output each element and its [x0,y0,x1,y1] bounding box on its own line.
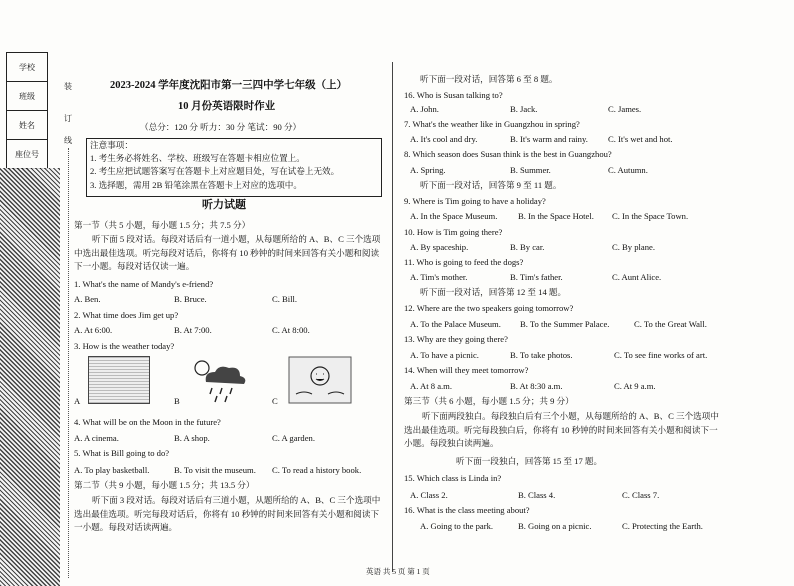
option-b: B. Bruce. [174,294,207,304]
option-c: C. It's wet and hot. [608,134,673,144]
exam-subtitle: 10 月份英语限时作业 [178,101,276,112]
question-text: 16. What is the class meeting about? [404,505,530,515]
option-b: B. Class 4. [518,490,556,500]
hatched-binding-area [0,168,60,586]
option-c: C. By plane. [612,242,655,252]
sunny-windy-weather-icon [288,356,352,404]
option-b: B. Going on a picnic. [518,521,592,531]
rainy-weather-icon [188,356,254,406]
name-field: 姓名 [7,111,48,140]
option-c: C. Aunt Alice. [612,272,662,282]
part1-instructions: 听下面 5 段对话。每段对话后有一道小题，从每题所给的 A、B、C 三个选项中选出最佳选项。听完每段对话后，你将有 10 秒钟的时间来回答有关小题和阅读下一小题。每段对话仅读一遍。 [74,234,381,271]
option-a: A. Ben. [74,294,101,304]
seal-char: 线 [64,136,72,145]
part2-instructions: 听下面 3 段对话。每段对话后有三道小题，从题所给的 A、B、C 三个选项中选出最佳选项。听完每段对话后，你将有 10 秒钟的时间来回答有关小题和阅读下一小题。每段对话读两遍。 [74,495,381,532]
option-a: A. Spring. [410,165,446,175]
seal-dotted-line [68,148,69,578]
question-text: 7. What's the weather like in Guangzhou in spring? [404,119,580,129]
option-c: C. To see fine works of art. [614,350,708,360]
question-text: 13. Why are they going there? [404,334,508,344]
notice-item: 2. 考生应把试题答案写在答题卡上对应题目处，写在试卷上无效。 [90,166,340,176]
option-c: C. Bill. [272,294,298,304]
monologue-instruction: 听下面一段独白，回答第 15 至 17 题。 [456,456,603,466]
option-a: A. A cinema. [74,433,119,443]
question-text: 11. Who is going to feed the dogs? [404,257,524,267]
part1-heading: 第一节（共 5 小题，每小题 1.5 分；共 7.5 分） [74,220,251,230]
option-a: A. To have a picnic. [410,350,479,360]
question-text: 8. Which season does Susan think is the best in Guangzhou? [404,149,612,159]
option-a: A. Going to the park. [420,521,494,531]
listening-title: 听力试题 [202,199,246,211]
option-a: A. It's cool and dry. [410,134,478,144]
option-b: B. Jack. [510,104,538,114]
seal-char: 订 [64,114,72,123]
school-field: 学校 [7,53,48,82]
option-c: C. In the Space Town. [612,211,689,221]
option-b: B. By car. [510,242,545,252]
option-a: A. By spaceship. [410,242,469,252]
option-a: A. At 8 a.m. [410,381,453,391]
option-a: A. In the Space Museum. [410,211,498,221]
dialog-instruction: 听下面一段对话，回答第 12 至 14 题。 [420,287,567,297]
page-footer: 英语 共 5 页 第 1 页 [366,567,430,576]
option-c: C. Autumn. [608,165,648,175]
option-b: B. At 8:30 a.m. [510,381,563,391]
part2-heading: 第二节（共 9 小题，每小题 1.5 分；共 13.5 分） [74,480,255,490]
option-c: C [272,396,278,406]
question-text: 2. What time does Jim get up? [74,310,179,320]
question-text: 15. Which class is Linda in? [404,473,502,483]
option-b: B. In the Space Hotel. [518,211,594,221]
option-a: A. Class 2. [410,490,448,500]
class-field: 班级 [7,82,48,111]
option-b: B. To visit the museum. [174,465,256,475]
dialog-instruction: 听下面一段对话，回答第 9 至 11 题。 [420,180,562,190]
option-c: C. To the Great Wall. [634,319,707,329]
question-text: 5. What is Bill going to do? [74,448,170,458]
option-c: C. Class 7. [622,490,660,500]
question-text: 4. What will be on the Moon in the future? [74,417,221,427]
part3-heading: 第三节（共 6 小题，每小题 1.5 分；共 9 分） [404,396,574,406]
option-b: B. To the Summer Palace. [520,319,610,329]
seat-number-field: 座位号 [7,140,48,169]
option-a: A. Tim's mother. [410,272,468,282]
option-b: B. A shop. [174,433,210,443]
question-text: 3. How is the weather today? [74,341,175,351]
option-b: B. Tim's father. [510,272,563,282]
option-b: B [174,396,180,406]
notice-heading: 注意事项： [90,140,133,150]
notice-item: 3. 选择题，需用 2B 铅笔涂黑在答题卡上对应的选项中。 [90,180,302,190]
question-text: 12. Where are the two speakers going tomorrow? [404,303,574,313]
option-c: C. At 9 a.m. [614,381,656,391]
seal-char: 装 [64,82,72,91]
option-c: C. James. [608,104,642,114]
exam-title: 2023-2024 学年度沈阳市第一三四中学七年级（上） [110,80,348,91]
option-c: C. A garden. [272,433,315,443]
dialog-instruction: 听下面一段对话，回答第 6 至 8 题。 [420,74,558,84]
option-a: A. To the Palace Museum. [410,319,501,329]
question-text: 16. Who is Susan talking to? [404,90,503,100]
option-a: A. John. [410,104,439,114]
question-text: 10. How is Tim going there? [404,227,503,237]
seal-line-label [64,80,74,148]
option-c: C. To read a history book. [272,465,362,475]
option-b: B. It's warm and rainy. [510,134,588,144]
option-c: C. Protecting the Earth. [622,521,703,531]
score-info: （总分：120 分 听力：30 分 笔试：90 分） [140,122,302,132]
option-c: C. At 8:00. [272,325,310,335]
option-a: A. At 6:00. [74,325,113,335]
student-info-table [6,52,48,169]
option-a: A [74,396,81,406]
question-text: 9. Where is Tim going to have a holiday? [404,196,546,206]
column-divider [392,62,393,572]
part3-instructions: 听下面两段独白。每段独白后有三个小题，从每题所给的 A、B、C 三个选项中选出最佳选项。听完每段独白后，你将有 10 秒钟的时间来回答有关小题和阅读下一小题。每段独白读两遍。 [404,411,719,448]
option-a: A. To play basketball. [74,465,150,475]
binding-strip [0,0,62,586]
question-text: 1. What's the name of Mandy's e-friend? [74,279,214,289]
notice-item: 1. 考生务必将姓名、学校、班级写在答题卡相应位置上。 [90,153,305,163]
option-b: B. At 7:00. [174,325,212,335]
option-b: B. To take photos. [510,350,573,360]
fog-weather-picture [88,356,150,404]
question-text: 14. When will they meet tomorrow? [404,365,529,375]
option-b: B. Summer. [510,165,551,175]
